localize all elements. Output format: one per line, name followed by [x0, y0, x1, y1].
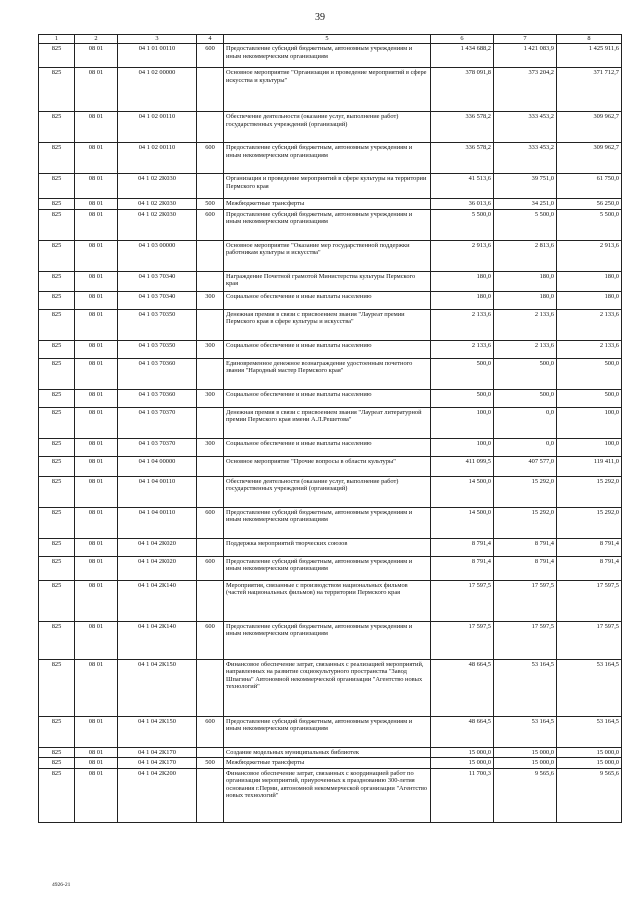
expense-type-cell	[197, 580, 224, 621]
amount-cell: 100,0	[431, 407, 494, 438]
section-code-cell: 08 01	[75, 291, 118, 309]
admin-code-cell: 825	[39, 556, 75, 580]
target-article-cell: 04 1 04 00110	[118, 476, 197, 507]
section-code-cell: 08 01	[75, 538, 118, 556]
admin-code-cell: 825	[39, 199, 75, 210]
amount-cell: 1 425 911,6	[557, 44, 622, 68]
amount-cell: 500,0	[431, 389, 494, 407]
amount-cell: 2 133,6	[431, 340, 494, 358]
section-code-cell: 08 01	[75, 556, 118, 580]
description-cell: Межбюджетные трансферты	[224, 199, 431, 210]
section-code-cell: 08 01	[75, 507, 118, 538]
expense-type-cell: 500	[197, 758, 224, 769]
expense-type-cell: 600	[197, 507, 224, 538]
target-article-cell: 04 1 04 2К170	[118, 758, 197, 769]
description-cell: Межбюджетные трансферты	[224, 758, 431, 769]
table-row	[39, 240, 622, 271]
amount-cell: 39 751,0	[494, 174, 557, 199]
description-cell: Финансовое обеспечение затрат, связанных с координацией работ по организации мероприятий, приуроченных к празднованию 300-летия основания г.Перми, автономной некоммерческой организации "Агентство новых технологий"	[224, 768, 431, 822]
target-article-cell: 04 1 04 2К140	[118, 580, 197, 621]
amount-cell: 8 791,4	[494, 556, 557, 580]
admin-code-cell: 825	[39, 271, 75, 291]
amount-cell: 5 500,0	[431, 209, 494, 240]
section-code-cell: 08 01	[75, 209, 118, 240]
section-code-cell: 08 01	[75, 68, 118, 112]
table-row	[39, 621, 622, 659]
amount-cell: 0,0	[494, 438, 557, 456]
amount-cell: 15 000,0	[494, 747, 557, 758]
amount-cell: 180,0	[431, 291, 494, 309]
description-cell: Предоставление субсидий бюджетным, автономным учреждениям и иным некоммерческим организациям	[224, 507, 431, 538]
table-row	[39, 112, 622, 143]
amount-cell: 48 664,5	[431, 716, 494, 747]
amount-cell: 36 013,6	[431, 199, 494, 210]
admin-code-cell: 825	[39, 507, 75, 538]
amount-cell: 34 251,0	[494, 199, 557, 210]
table-row	[39, 476, 622, 507]
admin-code-cell: 825	[39, 621, 75, 659]
target-article-cell: 04 1 03 70370	[118, 438, 197, 456]
amount-cell: 336 578,2	[431, 112, 494, 143]
section-code-cell: 08 01	[75, 476, 118, 507]
description-cell: Предоставление субсидий бюджетным, автономным учреждениям и иным некоммерческим организациям	[224, 621, 431, 659]
amount-cell: 500,0	[494, 358, 557, 389]
column-header: 2	[75, 35, 118, 44]
expense-type-cell	[197, 240, 224, 271]
column-header: 4	[197, 35, 224, 44]
column-header: 7	[494, 35, 557, 44]
target-article-cell: 04 1 03 70340	[118, 291, 197, 309]
admin-code-cell: 825	[39, 659, 75, 716]
table-row	[39, 716, 622, 747]
amount-cell: 61 750,0	[557, 174, 622, 199]
description-cell: Предоставление субсидий бюджетным, автономным учреждениям и иным некоммерческим организациям	[224, 44, 431, 68]
amount-cell: 500,0	[431, 358, 494, 389]
expense-type-cell: 600	[197, 556, 224, 580]
description-cell: Обеспечение деятельности (оказание услуг, выполнение работ) государственных учреждений (организаций)	[224, 112, 431, 143]
description-cell: Поддержка мероприятий творческих союзов	[224, 538, 431, 556]
amount-cell: 333 453,2	[494, 143, 557, 174]
table-row	[39, 44, 622, 68]
amount-cell: 8 791,4	[557, 556, 622, 580]
section-code-cell: 08 01	[75, 309, 118, 340]
admin-code-cell: 825	[39, 340, 75, 358]
table-row	[39, 309, 622, 340]
section-code-cell: 08 01	[75, 143, 118, 174]
amount-cell: 378 091,8	[431, 68, 494, 112]
admin-code-cell: 825	[39, 143, 75, 174]
amount-cell: 9 565,6	[494, 768, 557, 822]
table-row	[39, 659, 622, 716]
expense-type-cell: 500	[197, 199, 224, 210]
admin-code-cell: 825	[39, 389, 75, 407]
amount-cell: 180,0	[557, 291, 622, 309]
table-row	[39, 199, 622, 210]
amount-cell: 8 791,4	[557, 538, 622, 556]
description-cell: Финансовое обеспечение затрат, связанных с реализацией мероприятий, направленных на развитие социокультурного пространства "Завод Шпагина" Автономной некоммерческой организации "Агентство новых технологий"	[224, 659, 431, 716]
column-header: 3	[118, 35, 197, 44]
target-article-cell: 04 1 03 70340	[118, 271, 197, 291]
target-article-cell: 04 1 03 70370	[118, 407, 197, 438]
amount-cell: 309 962,7	[557, 143, 622, 174]
target-article-cell: 04 1 04 2К020	[118, 538, 197, 556]
amount-cell: 14 500,0	[431, 476, 494, 507]
budget-table	[38, 34, 622, 823]
amount-cell: 180,0	[494, 291, 557, 309]
description-cell: Награждение Почетной грамотой Министерства культуры Пермского края	[224, 271, 431, 291]
section-code-cell: 08 01	[75, 240, 118, 271]
amount-cell: 2 133,6	[494, 340, 557, 358]
description-cell: Предоставление субсидий бюджетным, автономным учреждениям и иным некоммерческим организациям	[224, 143, 431, 174]
description-cell: Денежная премия в связи с присвоением звания "Лауреат литературной премии Пермского края имени А.Л.Решетова"	[224, 407, 431, 438]
column-header: 6	[431, 35, 494, 44]
section-code-cell: 08 01	[75, 621, 118, 659]
admin-code-cell: 825	[39, 716, 75, 747]
expense-type-cell	[197, 659, 224, 716]
amount-cell: 53 164,5	[557, 716, 622, 747]
amount-cell: 1 421 083,9	[494, 44, 557, 68]
admin-code-cell: 825	[39, 768, 75, 822]
table-row	[39, 580, 622, 621]
admin-code-cell: 825	[39, 407, 75, 438]
description-cell: Мероприятия, связанные с производством национальных фильмов (частей национальных фильмов) на территории Пермского края	[224, 580, 431, 621]
description-cell: Основное мероприятие "Оказание мер государственной поддержки работникам культуры и искусства"	[224, 240, 431, 271]
admin-code-cell: 825	[39, 538, 75, 556]
expense-type-cell	[197, 747, 224, 758]
expense-type-cell: 600	[197, 716, 224, 747]
amount-cell: 2 913,6	[431, 240, 494, 271]
admin-code-cell: 825	[39, 309, 75, 340]
target-article-cell: 04 1 04 2К150	[118, 659, 197, 716]
amount-cell: 500,0	[557, 358, 622, 389]
description-cell: Социальное обеспечение и иные выплаты населению	[224, 291, 431, 309]
amount-cell: 8 791,4	[494, 538, 557, 556]
target-article-cell: 04 1 04 2К200	[118, 768, 197, 822]
amount-cell: 17 597,5	[557, 580, 622, 621]
table-row	[39, 438, 622, 456]
amount-cell: 411 099,5	[431, 456, 494, 476]
amount-cell: 15 000,0	[557, 758, 622, 769]
amount-cell: 14 500,0	[431, 507, 494, 538]
target-article-cell: 04 1 04 2К140	[118, 621, 197, 659]
section-code-cell: 08 01	[75, 44, 118, 68]
amount-cell: 180,0	[431, 271, 494, 291]
expense-type-cell: 300	[197, 438, 224, 456]
target-article-cell: 04 1 02 2К030	[118, 174, 197, 199]
target-article-cell: 04 1 02 2К030	[118, 209, 197, 240]
amount-cell: 5 500,0	[494, 209, 557, 240]
table-row	[39, 747, 622, 758]
column-header: 8	[557, 35, 622, 44]
target-article-cell: 04 1 03 70360	[118, 358, 197, 389]
table-row	[39, 507, 622, 538]
target-article-cell: 04 1 01 00110	[118, 44, 197, 68]
amount-cell: 8 791,4	[431, 538, 494, 556]
admin-code-cell: 825	[39, 358, 75, 389]
amount-cell: 180,0	[494, 271, 557, 291]
amount-cell: 500,0	[557, 389, 622, 407]
target-article-cell: 04 1 02 2К030	[118, 199, 197, 210]
description-cell: Единовременное денежное вознаграждение удостоенным почетного звания "Народный мастер Пермского края"	[224, 358, 431, 389]
amount-cell: 2 813,6	[494, 240, 557, 271]
expense-type-cell: 300	[197, 389, 224, 407]
description-cell: Организация и проведение мероприятий в сфере культуры на территории Пермского края	[224, 174, 431, 199]
amount-cell: 373 204,2	[494, 68, 557, 112]
amount-cell: 17 597,5	[494, 580, 557, 621]
amount-cell: 371 712,7	[557, 68, 622, 112]
amount-cell: 11 700,3	[431, 768, 494, 822]
target-article-cell: 04 1 03 70350	[118, 340, 197, 358]
amount-cell: 2 133,6	[494, 309, 557, 340]
target-article-cell: 04 1 04 00000	[118, 456, 197, 476]
table-row	[39, 456, 622, 476]
expense-type-cell: 600	[197, 143, 224, 174]
amount-cell: 2 133,6	[557, 340, 622, 358]
section-code-cell: 08 01	[75, 716, 118, 747]
amount-cell: 15 292,0	[557, 476, 622, 507]
amount-cell: 17 597,5	[494, 621, 557, 659]
target-article-cell: 04 1 04 2К150	[118, 716, 197, 747]
description-cell: Социальное обеспечение и иные выплаты населению	[224, 340, 431, 358]
amount-cell: 17 597,5	[557, 621, 622, 659]
admin-code-cell: 825	[39, 758, 75, 769]
table-row	[39, 340, 622, 358]
admin-code-cell: 825	[39, 209, 75, 240]
amount-cell: 100,0	[557, 407, 622, 438]
amount-cell: 180,0	[557, 271, 622, 291]
description-cell: Основное мероприятие "Организация и проведение мероприятий в сфере искусства и культуры"	[224, 68, 431, 112]
amount-cell: 17 597,5	[431, 621, 494, 659]
amount-cell: 500,0	[494, 389, 557, 407]
amount-cell: 333 453,2	[494, 112, 557, 143]
amount-cell: 309 962,7	[557, 112, 622, 143]
expense-type-cell: 600	[197, 209, 224, 240]
table-row	[39, 407, 622, 438]
table-row	[39, 143, 622, 174]
expense-type-cell	[197, 174, 224, 199]
expense-type-cell	[197, 309, 224, 340]
description-cell: Основное мероприятие "Прочие вопросы в области культуры"	[224, 456, 431, 476]
target-article-cell: 04 1 02 00110	[118, 112, 197, 143]
amount-cell: 53 164,5	[494, 716, 557, 747]
expense-type-cell	[197, 456, 224, 476]
expense-type-cell: 300	[197, 340, 224, 358]
amount-cell: 17 597,5	[431, 580, 494, 621]
target-article-cell: 04 1 04 2К020	[118, 556, 197, 580]
amount-cell: 48 664,5	[431, 659, 494, 716]
expense-type-cell	[197, 407, 224, 438]
table-row	[39, 271, 622, 291]
table-row	[39, 209, 622, 240]
target-article-cell: 04 1 02 00110	[118, 143, 197, 174]
expense-type-cell	[197, 112, 224, 143]
amount-cell: 15 000,0	[431, 747, 494, 758]
expense-type-cell	[197, 538, 224, 556]
expense-type-cell: 300	[197, 291, 224, 309]
amount-cell: 8 791,4	[431, 556, 494, 580]
amount-cell: 53 164,5	[494, 659, 557, 716]
expense-type-cell	[197, 476, 224, 507]
amount-cell: 336 578,2	[431, 143, 494, 174]
table-row	[39, 768, 622, 822]
amount-cell: 15 292,0	[557, 507, 622, 538]
amount-cell: 407 577,0	[494, 456, 557, 476]
admin-code-cell: 825	[39, 747, 75, 758]
table-row	[39, 758, 622, 769]
amount-cell: 2 913,6	[557, 240, 622, 271]
amount-cell: 0,0	[494, 407, 557, 438]
description-cell: Обеспечение деятельности (оказание услуг, выполнение работ) государственных учреждений (организаций)	[224, 476, 431, 507]
admin-code-cell: 825	[39, 240, 75, 271]
admin-code-cell: 825	[39, 580, 75, 621]
amount-cell: 56 250,0	[557, 199, 622, 210]
amount-cell: 2 133,6	[557, 309, 622, 340]
table-row	[39, 556, 622, 580]
admin-code-cell: 825	[39, 68, 75, 112]
section-code-cell: 08 01	[75, 174, 118, 199]
section-code-cell: 08 01	[75, 758, 118, 769]
admin-code-cell: 825	[39, 456, 75, 476]
target-article-cell: 04 1 04 2К170	[118, 747, 197, 758]
amount-cell: 15 000,0	[431, 758, 494, 769]
table-row	[39, 174, 622, 199]
column-number-row	[39, 35, 622, 44]
expense-type-cell	[197, 68, 224, 112]
table-row	[39, 68, 622, 112]
amount-cell: 15 292,0	[494, 476, 557, 507]
target-article-cell: 04 1 04 00110	[118, 507, 197, 538]
amount-cell: 53 164,5	[557, 659, 622, 716]
section-code-cell: 08 01	[75, 112, 118, 143]
section-code-cell: 08 01	[75, 358, 118, 389]
table-row	[39, 538, 622, 556]
section-code-cell: 08 01	[75, 389, 118, 407]
admin-code-cell: 825	[39, 476, 75, 507]
admin-code-cell: 825	[39, 291, 75, 309]
target-article-cell: 04 1 03 70360	[118, 389, 197, 407]
amount-cell: 41 513,6	[431, 174, 494, 199]
description-cell: Предоставление субсидий бюджетным, автономным учреждениям и иным некоммерческим организациям	[224, 209, 431, 240]
admin-code-cell: 825	[39, 112, 75, 143]
amount-cell: 5 500,0	[557, 209, 622, 240]
section-code-cell: 08 01	[75, 438, 118, 456]
column-header: 1	[39, 35, 75, 44]
section-code-cell: 08 01	[75, 199, 118, 210]
expense-type-cell	[197, 358, 224, 389]
section-code-cell: 08 01	[75, 271, 118, 291]
expense-type-cell: 600	[197, 44, 224, 68]
target-article-cell: 04 1 03 00000	[118, 240, 197, 271]
amount-cell: 15 292,0	[494, 507, 557, 538]
amount-cell: 1 434 688,2	[431, 44, 494, 68]
page-number: 39	[315, 12, 325, 23]
amount-cell: 100,0	[431, 438, 494, 456]
section-code-cell: 08 01	[75, 340, 118, 358]
amount-cell: 2 133,6	[431, 309, 494, 340]
target-article-cell: 04 1 02 00000	[118, 68, 197, 112]
expense-type-cell: 600	[197, 621, 224, 659]
section-code-cell: 08 01	[75, 747, 118, 758]
description-cell: Денежная премия в связи с присвоением звания "Лауреат премии Пермского края в сфере культуры и искусства"	[224, 309, 431, 340]
column-header: 5	[224, 35, 431, 44]
section-code-cell: 08 01	[75, 456, 118, 476]
target-article-cell: 04 1 03 70350	[118, 309, 197, 340]
admin-code-cell: 825	[39, 174, 75, 199]
section-code-cell: 08 01	[75, 768, 118, 822]
admin-code-cell: 825	[39, 438, 75, 456]
description-cell: Предоставление субсидий бюджетным, автономным учреждениям и иным некоммерческим организациям	[224, 556, 431, 580]
table-row	[39, 291, 622, 309]
admin-code-cell: 825	[39, 44, 75, 68]
amount-cell: 15 000,0	[557, 747, 622, 758]
section-code-cell: 08 01	[75, 407, 118, 438]
document-code: 4926-21	[52, 882, 71, 888]
description-cell: Предоставление субсидий бюджетным, автономным учреждениям и иным некоммерческим организациям	[224, 716, 431, 747]
amount-cell: 119 411,0	[557, 456, 622, 476]
description-cell: Социальное обеспечение и иные выплаты населению	[224, 389, 431, 407]
amount-cell: 9 565,6	[557, 768, 622, 822]
section-code-cell: 08 01	[75, 580, 118, 621]
section-code-cell: 08 01	[75, 659, 118, 716]
amount-cell: 15 000,0	[494, 758, 557, 769]
expense-type-cell	[197, 271, 224, 291]
description-cell: Создание модельных муниципальных библиотек	[224, 747, 431, 758]
table-row	[39, 358, 622, 389]
amount-cell: 100,0	[557, 438, 622, 456]
description-cell: Социальное обеспечение и иные выплаты населению	[224, 438, 431, 456]
expense-type-cell	[197, 768, 224, 822]
table-row	[39, 389, 622, 407]
